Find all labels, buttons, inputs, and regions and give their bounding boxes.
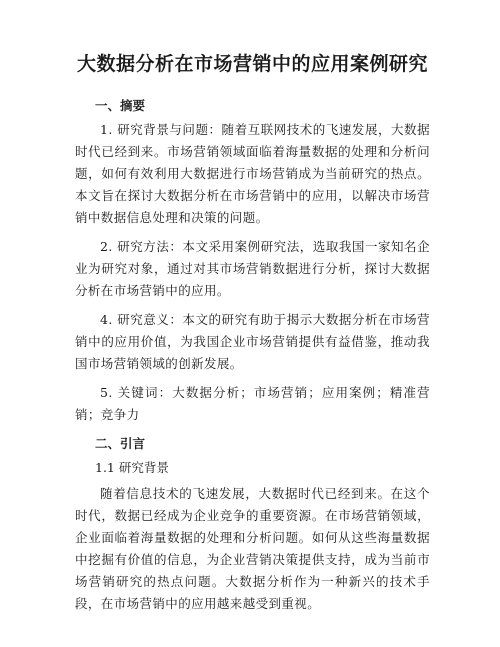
section-heading-introduction: 二、引言 (95, 436, 146, 451)
abstract-item-keywords: 5. 关键词：大数据分析；市场营销；应用案例；精准营销；竞争力 (75, 385, 430, 422)
abstract-item-background: 1. 研究背景与问题：随着互联网技术的飞速发展，大数据时代已经到来。市场营销领域面临着海量数据的处理和分析问题，如何有效利用大数据进行市场营销成为当前研究的热点。本文旨在探讨大数据分析在市场营销中的应用，以解决市场营销中数据信息处理和决策的问题。 (75, 122, 430, 225)
subsection-heading-background: 1.1 研究背景 (95, 460, 169, 475)
document-title: 大数据分析在市场营销中的应用案例研究 (76, 53, 428, 75)
introduction-paragraph: 随着信息技术的飞速发展，大数据时代已经到来。在这个时代，数据已经成为企业竞争的重要资源。在市场营销领域，企业面临着海量数据的处理和分析问题。如何从这些海量数据中挖掘有价值的信息，为企业营销决策提供支持，成为当前市场营销研究的热点问题。大数据分析作为一种新兴的技术手段，在市场营销中的应用越来越受到重视。 (75, 486, 430, 611)
section-heading-abstract: 一、摘要 (95, 98, 146, 113)
abstract-item-method: 2. 研究方法：本文采用案例研究法，选取我国一家知名企业为研究对象，通过对其市场营销数据进行分析，探讨大数据分析在市场营销中的应用。 (75, 239, 430, 298)
abstract-item-significance: 4. 研究意义：本文的研究有助于揭示大数据分析在市场营销中的应用价值，为我国企业市场营销提供有益借鉴，推动我国市场营销领域的创新发展。 (75, 312, 430, 371)
